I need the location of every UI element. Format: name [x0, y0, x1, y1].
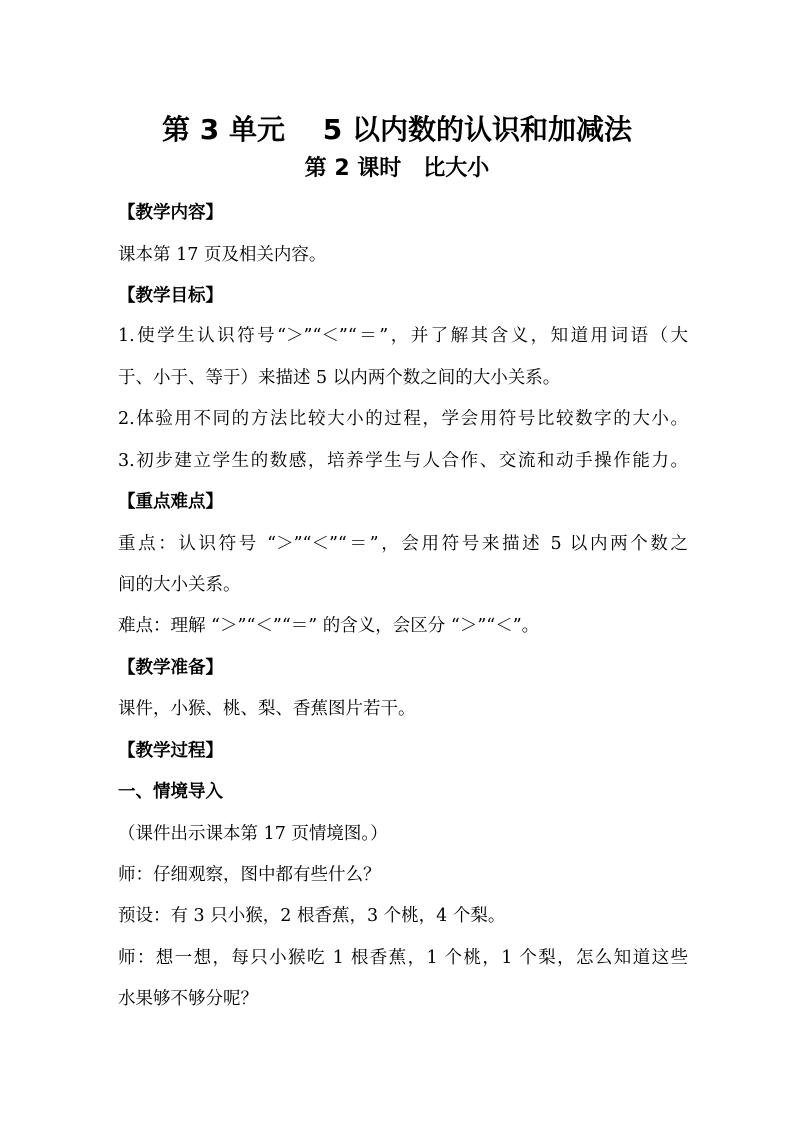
section-heading-content: 【教学内容】 — [118, 203, 223, 223]
goal-item-2: 2.体验用不同的方法比较大小的过程，学会用符号比较数字的大小。 — [118, 409, 688, 429]
goal-item-1-line-1: 1.使学生认识符号“＞”“＜”“＝”，并了解其含义，知道用词语（大 — [118, 326, 688, 346]
process-line-1: （课件出示课本第 17 页情境图。） — [118, 824, 388, 844]
process-part-1-heading: 一、情境导入 — [118, 782, 223, 802]
goal-item-1-line-2: 于、小于、等于）来描述 5 以内两个数之间的大小关系。 — [118, 368, 561, 388]
difficult-point: 难点：理解 “＞”“＜”“＝” 的含义，会区分 “＞”“＜”。 — [118, 616, 540, 636]
document-title: 第 3 单元 5 以内数的认识和加减法 — [162, 113, 632, 146]
goal-item-3: 3.初步建立学生的数感，培养学生与人合作、交流和动手操作能力。 — [118, 451, 688, 471]
content-text: 课本第 17 页及相关内容。 — [118, 245, 327, 265]
section-heading-keypoints: 【重点难点】 — [118, 492, 223, 512]
key-point-line-2: 间的大小关系。 — [118, 575, 241, 595]
process-line-2: 师：仔细观察，图中都有些什么？ — [118, 865, 381, 885]
lesson-subtitle: 第 2 课时 比大小 — [304, 156, 490, 181]
section-heading-goals: 【教学目标】 — [118, 286, 223, 306]
prep-text: 课件，小猴、桃、梨、香蕉图片若干。 — [118, 699, 416, 719]
key-point-line-1: 重点：认识符号 “＞”“＜”“＝”，会用符号来描述 5 以内两个数之 — [118, 534, 688, 554]
section-heading-prep: 【教学准备】 — [118, 658, 223, 678]
process-line-5: 水果够不够分呢？ — [118, 989, 258, 1009]
process-line-3: 预设：有 3 只小猴，2 根香蕉，3 个桃，4 个梨。 — [118, 906, 506, 926]
section-heading-process: 【教学过程】 — [118, 741, 223, 761]
process-line-4: 师：想一想，每只小猴吃 1 根香蕉，1 个桃，1 个梨，怎么知道这些 — [118, 948, 688, 968]
